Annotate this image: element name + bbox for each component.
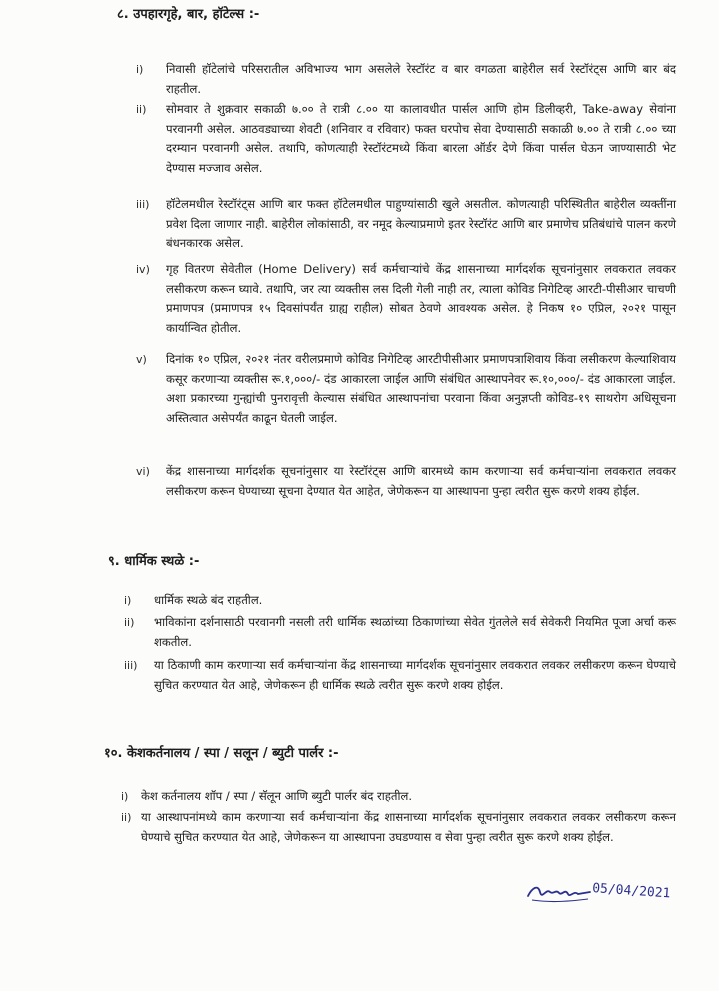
item-number: v) — [136, 353, 147, 366]
item-text: गृह वितरण सेवेतील (Home Delivery) सर्व कर्मचाऱ्यांचे केंद्र शासनाच्या मार्गदर्शक सूचनांनुसार लवकरात लवकर लसीकरण करून घ्यावे. तथापि, जर त्या व्यक्तीस लस दिली गेली नाही तर, त्याला कोविड निगेटिव्ह आरटी-पीसीआर चाचणी प्रमाणपत्र (प्रमाणपत्र १५ दिवसांपर्यंत ग्राह्य राहील) सोबत ठेवणे आवश्यक असेल. हे निकष १० एप्रिल, २०२१ पासून कार्यान्वित होतील. — [166, 262, 676, 335]
list-item — [136, 100, 676, 195]
list-item — [136, 60, 676, 100]
item-text: धार्मिक स्थळे बंद राहतील. — [154, 593, 263, 607]
item-number: iii) — [124, 659, 138, 672]
item-number: ii) — [136, 103, 147, 116]
list-item — [124, 591, 676, 611]
section-heading: ८. उपहारगृहे, बार, हॉटेल्स :- — [117, 7, 260, 22]
item-number: iii) — [136, 198, 150, 211]
item-number: vi) — [136, 465, 150, 478]
list-item — [124, 656, 676, 718]
item-number: iv) — [136, 263, 150, 276]
item-number: i) — [136, 63, 144, 76]
item-text: सोमवार ते शुक्रवार सकाळी ७.०० ते रात्री ८.०० या कालावधीत पार्सल आणि होम डिलीव्हरी, Take-away सेवांना परवानगी असेल. आठवड्याच्या शेवटी (शनिवार व रविवार) फक्त घरपोच सेवा देण्यासाठी सकाळी ७.०० ते रात्री ८.०० च्या दरम्यान परवानगी असेल. तथापि, कोणत्याही रेस्टॉरंटमध्ये किंवा बारला ऑर्डर देणे किंवा पार्सल घेऊन जाण्यासाठी भेट देण्यास मज्जाव असेल. — [166, 102, 676, 175]
list-item — [124, 613, 676, 653]
list-item — [136, 462, 676, 526]
item-text: दिनांक १० एप्रिल, २०२१ नंतर वरीलप्रमाणे कोविड निगेटिव्ह आरटीपीसीआर प्रमाणपत्राशिवाय किंवा लसीकरण केल्याशिवाय कसूर करणाऱ्या व्यक्तीस रू.१,०००/- दंड आकारला जाईल आणि संबंधित आस्थापनेवर रू.१०,०००/- दंड आकारला जाईल. अशा प्रकारच्या गुन्ह्यांची पुनरावृत्ती केल्यास संबंधित आस्थापनांचा परवाना किंवा अनुज्ञप्ती कोविड-१९ साथरोग अधिसूचना अस्तित्वात असेपर्यंत काढून घेतली जाईल. — [166, 352, 676, 425]
item-text: भाविकांना दर्शनासाठी परवानगी नसली तरी धार्मिक स्थळांच्या ठिकाणांच्या सेवेत गुंतलेले सर्व सेवेकरी नियमित पूजा अर्चा करू शकतील. — [154, 615, 676, 649]
item-text: या ठिकाणी काम करणाऱ्या सर्व कर्मचाऱ्यांना केंद्र शासनाच्या मार्गदर्शक सूचनांनुसार लवकरात लवकर लसीकरण करून घेण्याचे सुचित करण्यात येत आहे, जेणेकरून ही धार्मिक स्थळे त्वरीत सुरू करणे शक्य होईल. — [154, 658, 676, 692]
list-item — [136, 350, 676, 458]
item-text: या आस्थापनांमध्ये काम करणाऱ्या सर्व कर्मचाऱ्यांना केंद्र शासनाच्या मार्गदर्शक सूचनांनुसार लवकरात लवकर लसीकरण करून घेण्याचे सुचित करण्यात येत आहे, जेणेकरून या आस्थापना उघडण्यास व सेवा पुन्हा त्वरीत सुरू करणे शक्य होईल. — [141, 810, 676, 844]
item-number: i) — [121, 790, 129, 803]
item-text: केंद्र शासनाच्या मार्गदर्शक सूचनांनुसार या रेस्टॉरंट्स आणि बारमध्ये काम करणाऱ्या सर्व कर्मचाऱ्यांना लवकरात लवकर लसीकरण करून घेण्याच्या सूचना देण्यात येत आहेत, जेणेकरून या आस्थापना पुन्हा त्वरीत सुरू करणे शक्य होईल. — [166, 464, 676, 498]
item-text: केश कर्तनालय शॉप / स्पा / सॅलून आणि ब्युटी पार्लर बंद राहतील. — [141, 789, 413, 803]
list-item — [121, 787, 676, 807]
list-item — [136, 260, 676, 346]
item-number: ii) — [121, 811, 132, 824]
item-text: निवासी हॉटेलांचे परिसरातील अविभाज्य भाग असलेले रेस्टॉरंट व बार वगळता बाहेरील सर्व रेस्टॉरंट्स आणि बार बंद राहतील. — [166, 62, 676, 96]
signature-mark — [522, 870, 672, 910]
section-heading: १०. केशकर्तनालय / स्पा / सलून / ब्युटी पार्लर :- — [104, 746, 339, 761]
item-number: i) — [124, 594, 132, 607]
item-number: ii) — [124, 616, 135, 629]
list-item — [136, 195, 676, 257]
section-heading: ९. धार्मिक स्थळे :- — [108, 554, 200, 569]
list-item — [121, 808, 676, 870]
signature-date: 05/04/2021 — [591, 881, 671, 902]
item-text: हॉटेलमधील रेस्टॉरंट्स आणि बार फक्त हॉटेलमधील पाहुण्यांसाठी खुले असतील. कोणत्याही परिस्थितीत बाहेरील व्यक्तींना प्रवेश दिला जाणार नाही. बाहेरील लोकांसाठी, वर नमूद केल्याप्रमाणे इतर रेस्टॉरंट आणि बार प्रमाणेच प्रतिबंधांचे पालन करणे बंधनकारक असेल. — [166, 197, 676, 251]
